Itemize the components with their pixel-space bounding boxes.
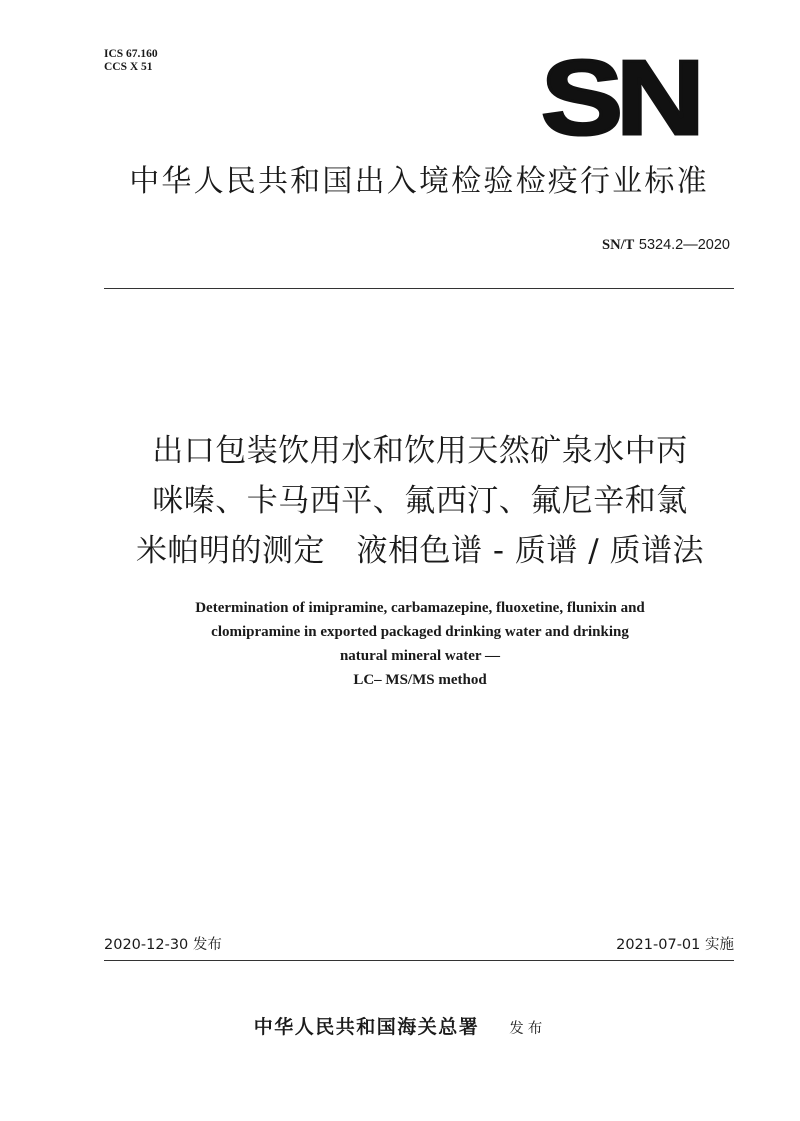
classification-codes bbox=[104, 48, 158, 74]
implementation-date: 2021-07-01 实施 bbox=[616, 937, 734, 953]
sn-logo: SN bbox=[541, 39, 698, 157]
footer-divider bbox=[104, 960, 734, 961]
standard-number-prefix: SN/T bbox=[602, 237, 635, 253]
standard-number bbox=[602, 235, 730, 255]
issuer bbox=[0, 1014, 800, 1042]
chinese-title-line: 米帕明的测定 液相色谱 - 质谱 / 质谱法 bbox=[135, 533, 705, 569]
issue-action: 发布 bbox=[509, 1021, 547, 1037]
chinese-title bbox=[100, 426, 740, 576]
english-title-line: LC– MS/MS method bbox=[353, 672, 487, 688]
english-title-line: Determination of imipramine, carbamazepine, fluoxetine, flunixin and bbox=[195, 600, 645, 616]
ccs-code: CCS X 51 bbox=[104, 61, 153, 73]
english-title-line: clomipramine in exported packaged drinking water and drinking bbox=[211, 624, 629, 640]
english-title-line: natural mineral water — bbox=[339, 648, 501, 664]
standard-category: 中华人民共和国出入境检验检疫行业标准 bbox=[129, 164, 709, 199]
standard-number-code: 5324.2—2020 bbox=[638, 237, 730, 253]
english-title bbox=[110, 596, 730, 692]
issuing-organization: 中华人民共和国海关总署 bbox=[253, 1016, 480, 1038]
chinese-title-line: 咪嗪、卡马西平、氟西汀、氟尼辛和氯 bbox=[152, 483, 688, 519]
issue-date: 2020-12-30 发布 bbox=[104, 937, 222, 953]
header-divider bbox=[104, 288, 734, 289]
chinese-title-line: 出口包装饮用水和饮用天然矿泉水中丙 bbox=[152, 433, 688, 469]
ics-code: ICS 67.160 bbox=[104, 48, 158, 60]
